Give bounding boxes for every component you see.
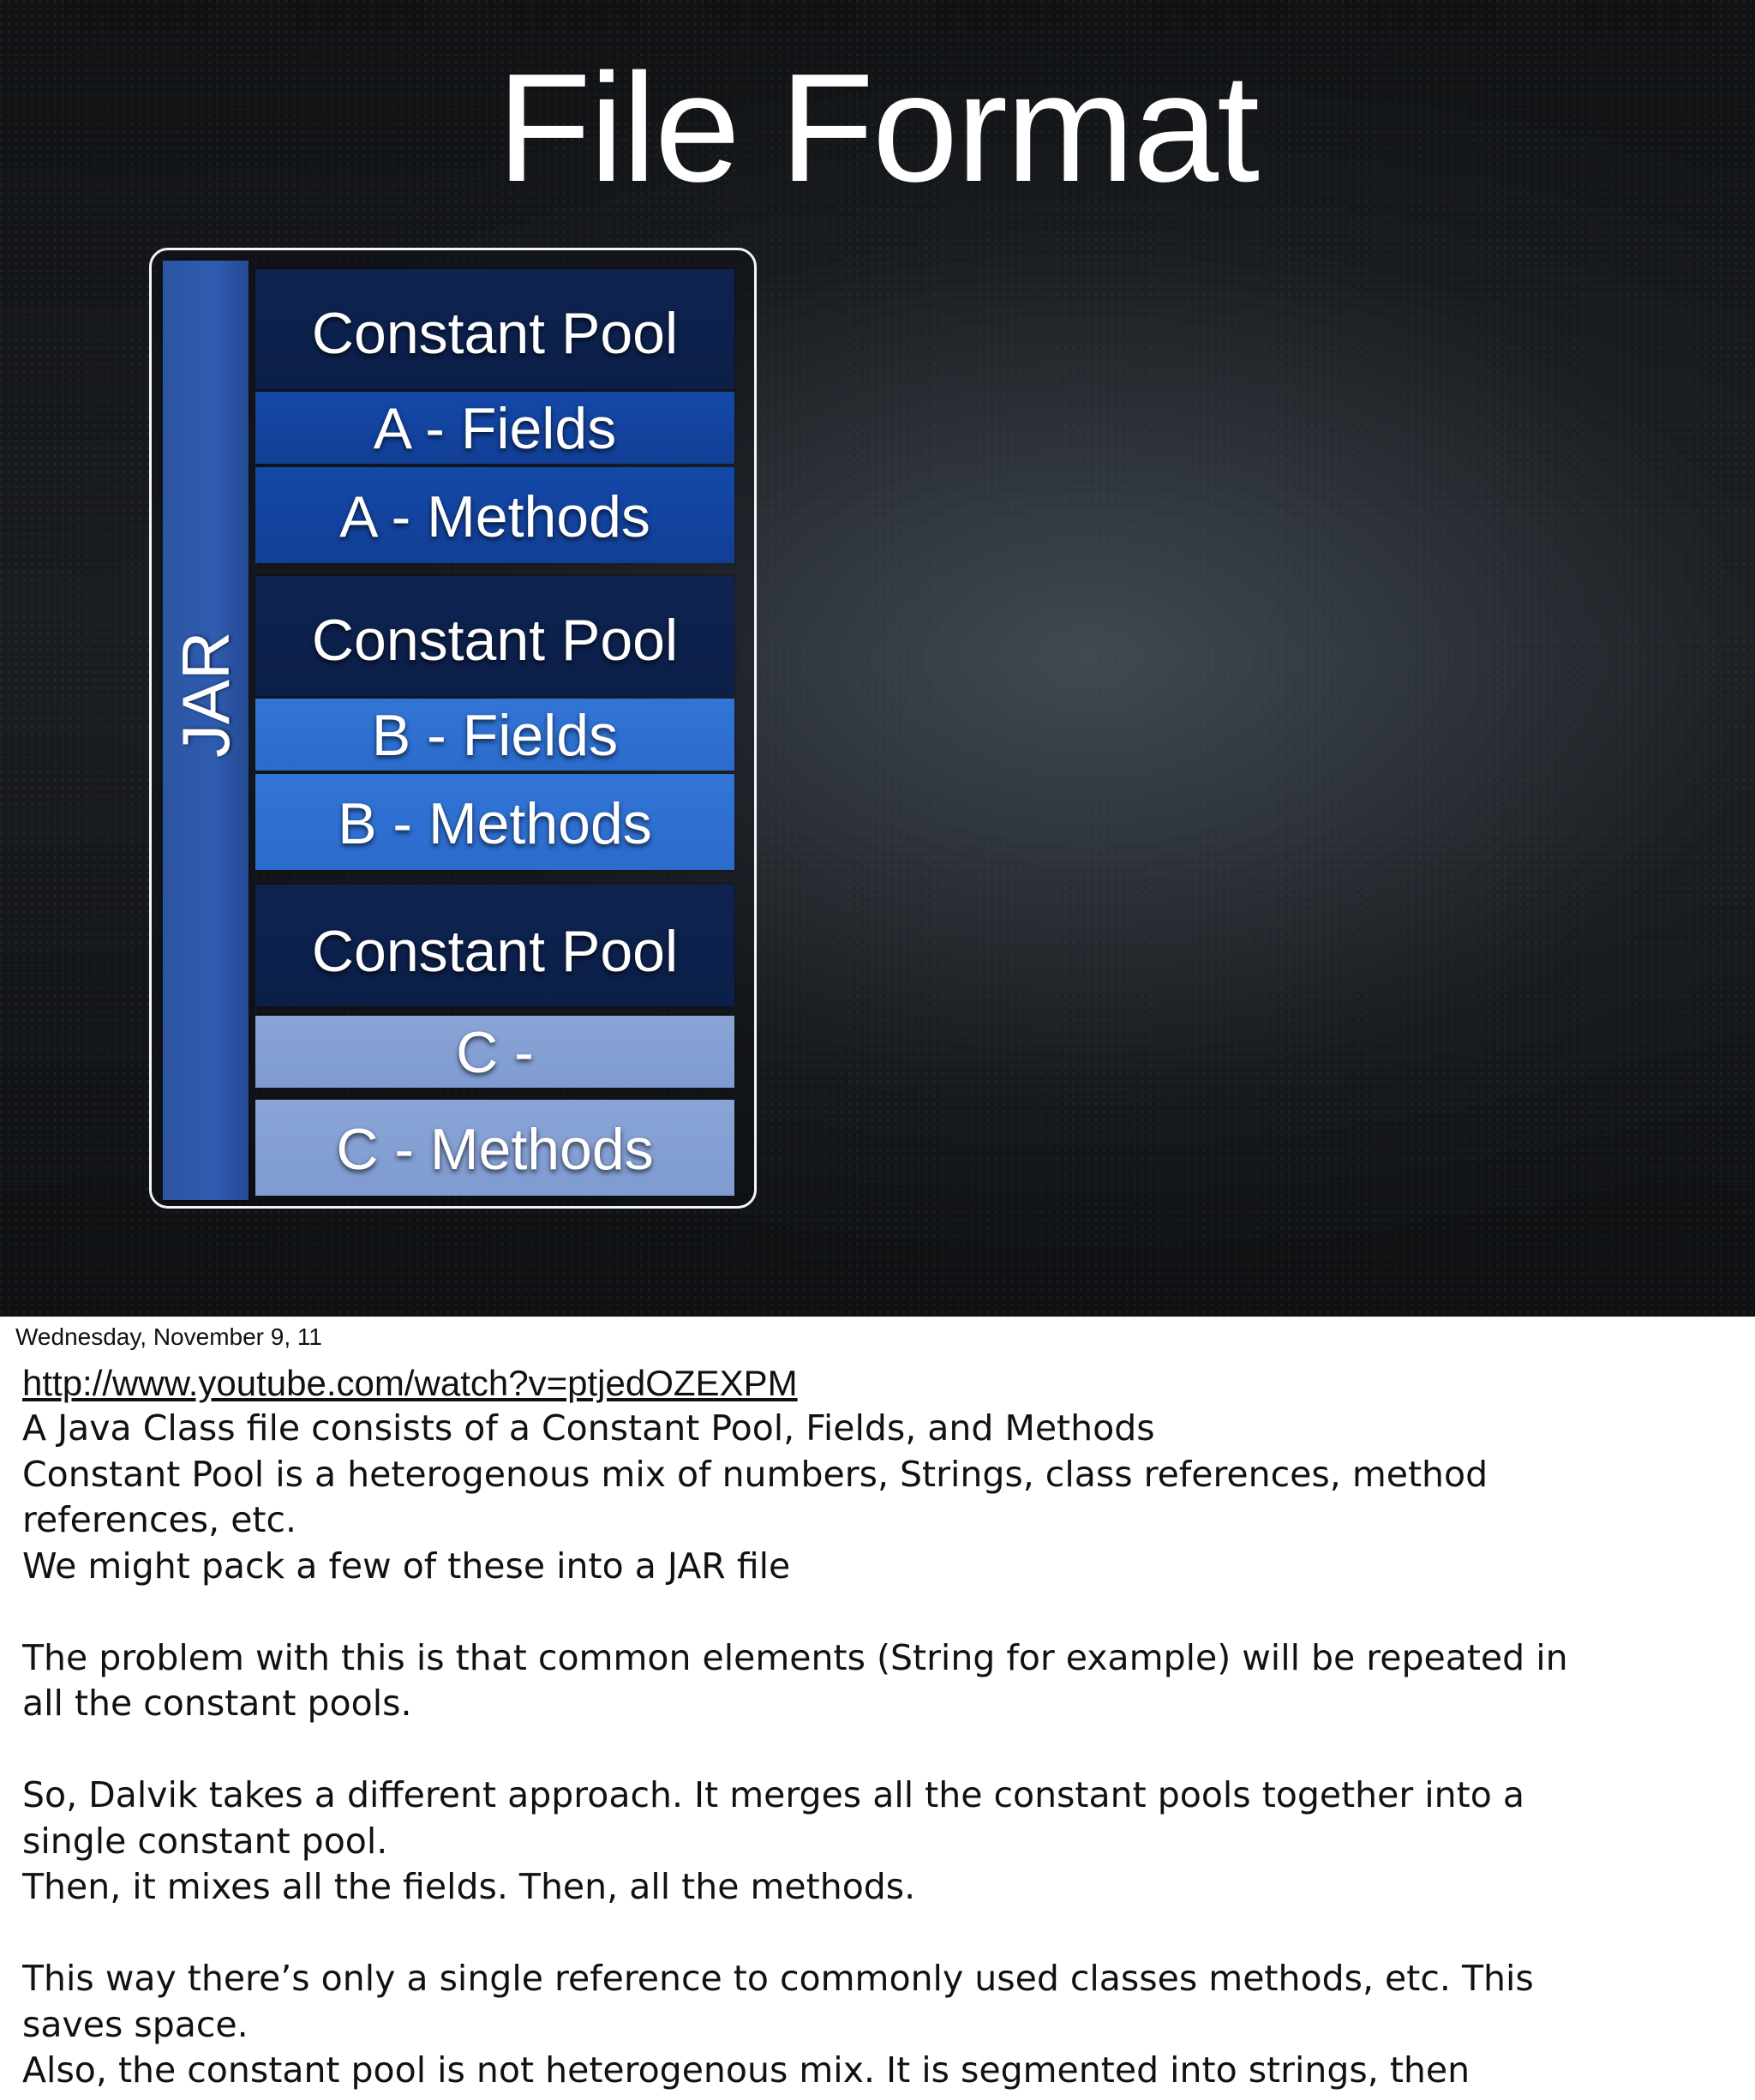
notes-line: A Java Class file consists of a Constant Pool, Fields, and Methods — [22, 1407, 1155, 1449]
constant-pool-block-c: Constant Pool — [255, 885, 734, 1006]
notes-line: all the constant pools. — [22, 1683, 412, 1724]
notes-blank-line — [22, 1911, 1736, 1957]
notes-line: We might pack a few of these into a JAR file — [22, 1545, 791, 1587]
slide-title: File Format — [496, 42, 1259, 214]
notes-line: Also, the constant pool is not heterogenous mix. It is segmented into strings, then — [22, 2049, 1470, 2091]
constant-pool-block-b: Constant Pool — [255, 576, 734, 696]
notes-blank-line — [22, 1727, 1736, 1773]
notes-line: Then, it mixes all the fields. Then, all the methods. — [22, 1866, 916, 1907]
a-fields-block: A - Fields — [255, 392, 734, 464]
notes-line: saves space. — [22, 2003, 249, 2045]
speaker-notes — [22, 1361, 1736, 2098]
notes-blank-line — [22, 1589, 1736, 1635]
jar-label: JAR — [168, 631, 243, 758]
c-methods-block: C - Methods — [255, 1100, 734, 1196]
notes-line: The problem with this is that common elements (String for example) will be repeated in — [22, 1636, 1568, 1678]
constant-pool-block-a: Constant Pool — [255, 269, 734, 389]
notes-line: This way there’s only a single reference to commonly used classes methods, etc. This — [22, 1958, 1534, 1999]
c-fields-block: C - — [255, 1016, 734, 1088]
a-methods-block: A - Methods — [255, 467, 734, 563]
b-methods-block: B - Methods — [255, 774, 734, 870]
notes-line: single constant pool. — [22, 1820, 388, 1862]
slide-date: Wednesday, November 9, 11 — [15, 1323, 322, 1350]
notes-video-link[interactable]: http://www.youtube.com/watch?v=ptjedOZEXPM — [22, 1363, 798, 1403]
notes-line: references, etc. — [22, 1499, 297, 1540]
notes-line: Constant Pool is a heterogenous mix of numbers, Strings, class references, method — [22, 1453, 1488, 1495]
notes-line: So, Dalvik takes a different approach. It merges all the constant pools together into a — [22, 1774, 1524, 1815]
b-fields-block: B - Fields — [255, 699, 734, 771]
